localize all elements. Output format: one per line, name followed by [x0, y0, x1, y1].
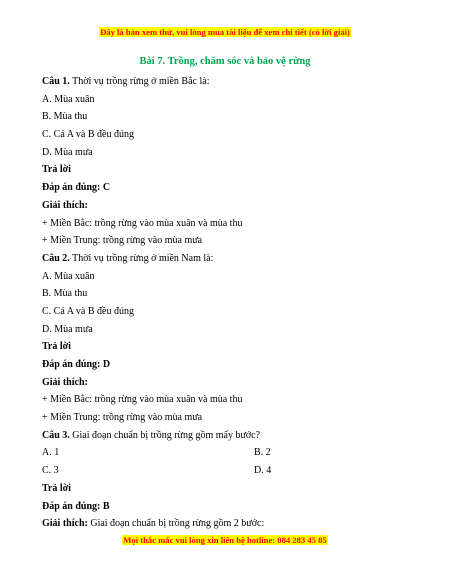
option-c: C. Cả A và B đều đúng [42, 305, 134, 317]
correct-answer: Đáp án đúng: C [42, 182, 111, 194]
preview-banner [0, 27, 450, 37]
question-2 [42, 250, 422, 268]
option-a: A. Mùa xuân [42, 270, 95, 282]
option-d: D. 4 [254, 465, 272, 477]
answer-heading: Trả lời [42, 164, 71, 176]
answer-heading: Trả lời [42, 482, 71, 494]
lesson-title: Bài 7. Trồng, chăm sóc và bảo vệ rừng [139, 56, 311, 67]
question-text: Giai đoạn chuẩn bị trồng rừng gồm mấy bước? [69, 429, 261, 441]
question-3 [42, 427, 422, 445]
question-label: Câu 2. [42, 252, 70, 264]
explanation-heading: Giải thích: [42, 199, 88, 211]
explanation-heading: Giải thích: [42, 376, 88, 388]
hotline-footer [0, 535, 450, 545]
question-1 [42, 73, 422, 91]
option-c: C. 3 [42, 465, 59, 477]
document-body [42, 73, 422, 533]
explanation-text: Giai đoạn chuẩn bị trồng rừng gồm 2 bước: [87, 518, 265, 530]
option-a: A. Mùa xuân [42, 93, 95, 105]
option-c: C. Cả A và B đều đúng [42, 129, 134, 141]
explanation-line: + Miền Trung: trồng rừng vào mùa mưa [42, 412, 203, 424]
correct-answer: Đáp án đúng: B [42, 500, 110, 512]
hotline-text: Mọi thắc mắc vui lòng xin liên hệ hotline: 084 283 45 85 [123, 535, 327, 545]
explanation [42, 515, 422, 533]
explanation-line: + Miền Trung: trồng rừng vào mùa mưa [42, 235, 203, 247]
option-d: D. Mùa mưa [42, 146, 93, 158]
option-row [42, 462, 422, 480]
preview-banner-text: Đây là bản xem thử, vui lòng mua tài liệu để xem chi tiết (có lời giải) [100, 27, 350, 37]
question-label: Câu 1. [42, 76, 70, 87]
option-b: B. Mùa thu [42, 288, 88, 300]
option-d: D. Mùa mưa [42, 323, 93, 335]
option-row [42, 444, 422, 462]
question-label: Câu 3. [42, 429, 70, 441]
option-b: B. 2 [254, 447, 271, 459]
option-b: B. Mùa thu [42, 111, 88, 123]
option-a: A. 1 [42, 447, 60, 459]
explanation-line: + Miền Bắc: trồng rừng vào mùa xuân và mùa thu [42, 217, 243, 229]
question-text: Thời vụ trồng rừng ở miền Bắc là: [69, 76, 210, 87]
explanation-line: + Miền Bắc: trồng rừng vào mùa xuân và mùa thu [42, 394, 243, 406]
answer-heading: Trả lời [42, 341, 71, 353]
correct-answer: Đáp án đúng: D [42, 359, 111, 370]
explanation-label: Giải thích: [42, 518, 88, 530]
question-text: Thời vụ trồng rừng ở miền Nam là: [69, 252, 214, 264]
